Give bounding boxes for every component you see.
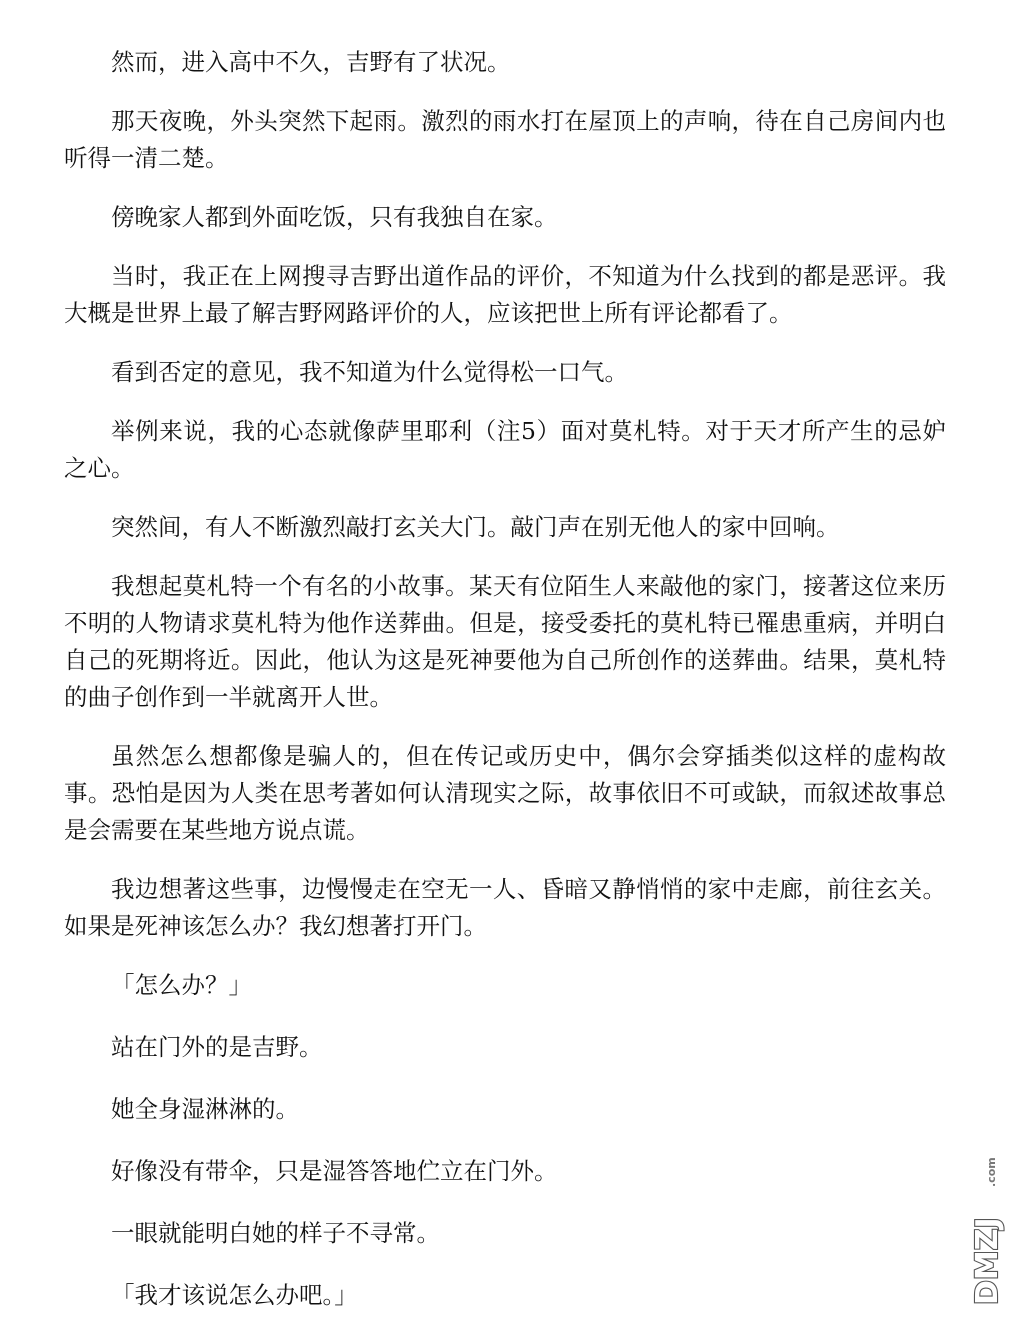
- paragraph: 我想起莫札特一个有名的小故事。某天有位陌生人来敲他的家门，接著这位来历不明的人物请求莫札特为他作送葬曲。但是，接受委托的莫札特已罹患重病，并明白自己的死期将近。因此，他认为这是死神要他为自己所创作的送葬曲。结果，莫札特的曲子创作到一半就离开人世。: [64, 572, 946, 711]
- paragraph: 好像没有带伞，只是湿答答地伫立在门外。: [111, 1157, 558, 1185]
- paragraph: 看到否定的意见，我不知道为什么觉得松一口气。: [111, 358, 628, 386]
- paragraph: 虽然怎么想都像是骗人的，但在传记或历史中，偶尔会穿插类似这样的虚构故事。恐怕是因为人类在思考著如何认清现实之际，故事依旧不可或缺，而叙述故事总是会需要在某些地方说点谎。: [64, 742, 946, 844]
- paragraph: 「我才该说怎么办吧。」: [111, 1281, 358, 1309]
- watermark-logo: [967, 1137, 1007, 1307]
- paragraph: 当时，我正在上网搜寻吉野出道作品的评价，不知道为什么找到的都是恶评。我大概是世界上最了解吉野网路评价的人，应该把世上所有评论都看了。: [64, 262, 946, 327]
- paragraph: 突然间，有人不断激烈敲打玄关大门。敲门声在别无他人的家中回响。: [111, 513, 840, 541]
- document-body: [64, 44, 946, 1339]
- paragraph: 一眼就能明白她的样子不寻常。: [111, 1219, 440, 1247]
- paragraph: 然而，进入高中不久，吉野有了状况。: [111, 48, 511, 76]
- paragraph: 我边想著这些事，边慢慢走在空无一人、昏暗又静悄悄的家中走廊，前往玄关。如果是死神该怎么办？我幻想著打开门。: [64, 875, 946, 940]
- watermark-suffix: .com: [985, 1157, 998, 1187]
- paragraph: 她全身湿淋淋的。: [111, 1095, 299, 1123]
- paragraph: 站在门外的是吉野。: [111, 1033, 323, 1061]
- watermark-text: DMZJ: [970, 1217, 1005, 1305]
- paragraph: 「怎么办？」: [111, 971, 252, 999]
- paragraph: 傍晚家人都到外面吃饭，只有我独自在家。: [111, 203, 558, 231]
- paragraph: 举例来说，我的心态就像萨里耶利（注5）面对莫札特。对于天才所产生的忌妒之心。: [64, 417, 946, 482]
- paragraph: 那天夜晚，外头突然下起雨。激烈的雨水打在屋顶上的声响，待在自己房间内也听得一清二楚。: [64, 107, 946, 172]
